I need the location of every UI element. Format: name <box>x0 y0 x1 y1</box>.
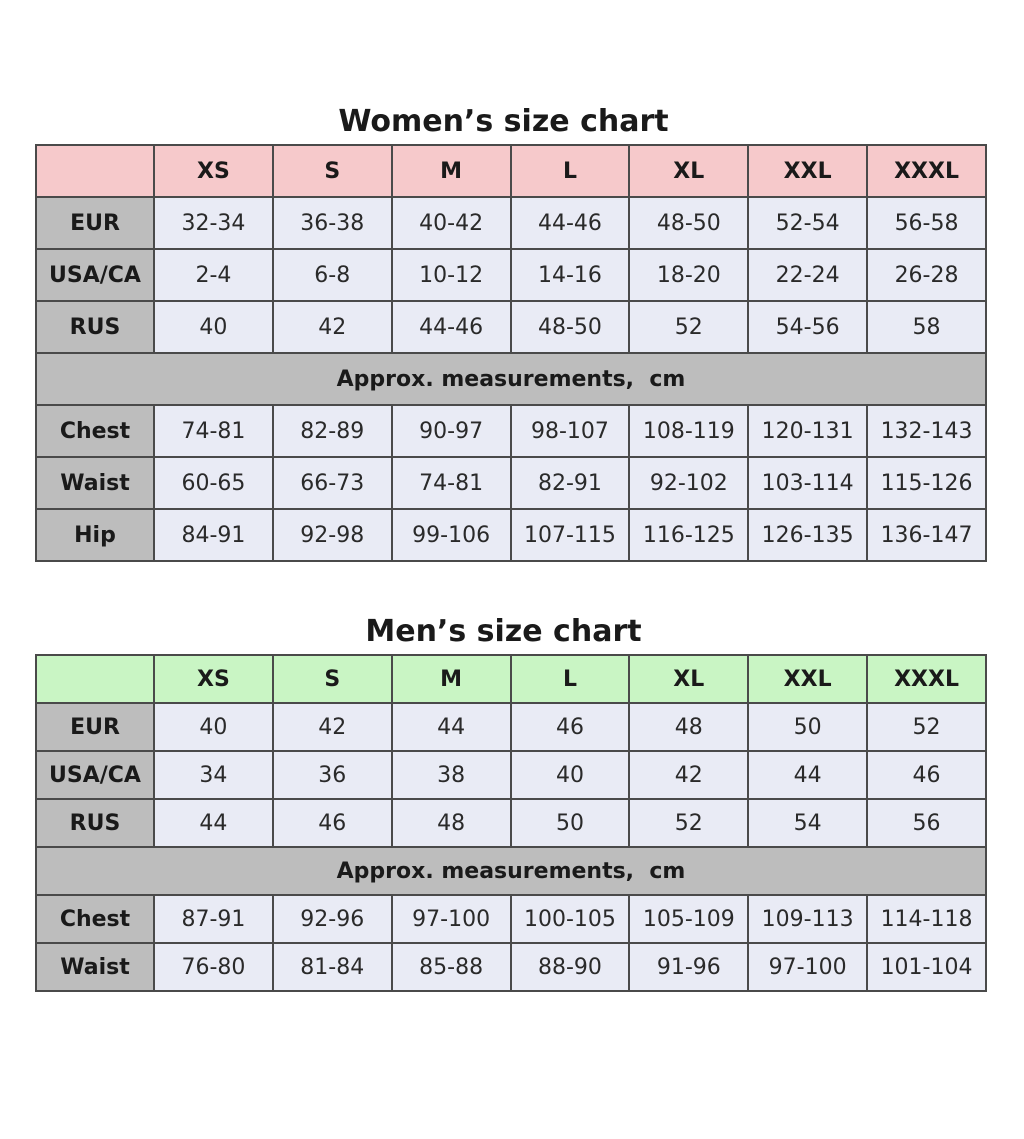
men-cell: 91-96 <box>629 943 748 991</box>
men-section-row <box>36 847 986 895</box>
men-cell: 36 <box>273 751 392 799</box>
men-row-waist <box>36 943 986 991</box>
women-row-label: RUS <box>36 301 154 353</box>
men-cell: 100-105 <box>511 895 630 943</box>
men-cell: 109-113 <box>748 895 867 943</box>
women-row-waist <box>36 457 986 509</box>
men-cell: 46 <box>867 751 986 799</box>
women-cell: 74-81 <box>392 457 511 509</box>
men-row-chest <box>36 895 986 943</box>
women-row-label: Waist <box>36 457 154 509</box>
women-row-label: Hip <box>36 509 154 561</box>
men-cell: 87-91 <box>154 895 273 943</box>
women-header-row <box>36 145 986 197</box>
women-row-chest <box>36 405 986 457</box>
men-cell: 38 <box>392 751 511 799</box>
men-cell: 114-118 <box>867 895 986 943</box>
women-cell: 14-16 <box>511 249 630 301</box>
women-cell: 107-115 <box>511 509 630 561</box>
men-cell: 44 <box>392 703 511 751</box>
women-size-header: S <box>273 145 392 197</box>
women-cell: 6-8 <box>273 249 392 301</box>
men-cell: 52 <box>867 703 986 751</box>
women-size-header: M <box>392 145 511 197</box>
women-cell: 48-50 <box>511 301 630 353</box>
women-size-header: XL <box>629 145 748 197</box>
men-row-label: RUS <box>36 799 154 847</box>
women-cell: 126-135 <box>748 509 867 561</box>
women-size-table <box>35 144 987 562</box>
women-cell: 40-42 <box>392 197 511 249</box>
men-cell: 54 <box>748 799 867 847</box>
women-section-row <box>36 353 986 405</box>
men-cell: 42 <box>273 703 392 751</box>
women-cell: 115-126 <box>867 457 986 509</box>
men-row-label: Waist <box>36 943 154 991</box>
men-row-usaca <box>36 751 986 799</box>
men-row-rus <box>36 799 986 847</box>
men-cell: 85-88 <box>392 943 511 991</box>
men-header-corner <box>36 655 154 703</box>
women-cell: 136-147 <box>867 509 986 561</box>
men-cell: 92-96 <box>273 895 392 943</box>
men-cell: 88-90 <box>511 943 630 991</box>
women-cell: 18-20 <box>629 249 748 301</box>
women-cell: 84-91 <box>154 509 273 561</box>
men-cell: 81-84 <box>273 943 392 991</box>
women-size-header: XXXL <box>867 145 986 197</box>
women-cell: 92-102 <box>629 457 748 509</box>
men-row-label: USA/CA <box>36 751 154 799</box>
men-cell: 48 <box>392 799 511 847</box>
women-cell: 52-54 <box>748 197 867 249</box>
women-cell: 98-107 <box>511 405 630 457</box>
women-cell: 56-58 <box>867 197 986 249</box>
men-cell: 97-100 <box>748 943 867 991</box>
women-cell: 54-56 <box>748 301 867 353</box>
women-cell: 58 <box>867 301 986 353</box>
women-cell: 52 <box>629 301 748 353</box>
women-cell: 116-125 <box>629 509 748 561</box>
men-cell: 46 <box>511 703 630 751</box>
men-size-header: XS <box>154 655 273 703</box>
women-cell: 36-38 <box>273 197 392 249</box>
men-chart-title: Men’s size chart <box>365 614 642 649</box>
women-cell: 90-97 <box>392 405 511 457</box>
women-cell: 74-81 <box>154 405 273 457</box>
women-cell: 108-119 <box>629 405 748 457</box>
women-size-chart <box>35 100 987 562</box>
men-section-label: Approx. measurements, cm <box>36 847 986 895</box>
men-size-header: XL <box>629 655 748 703</box>
women-size-header: XS <box>154 145 273 197</box>
women-cell: 82-89 <box>273 405 392 457</box>
women-cell: 82-91 <box>511 457 630 509</box>
women-cell: 103-114 <box>748 457 867 509</box>
women-size-header: L <box>511 145 630 197</box>
women-row-usaca <box>36 249 986 301</box>
women-size-header: XXL <box>748 145 867 197</box>
men-size-header: S <box>273 655 392 703</box>
men-cell: 46 <box>273 799 392 847</box>
men-cell: 105-109 <box>629 895 748 943</box>
men-cell: 40 <box>154 703 273 751</box>
women-row-eur <box>36 197 986 249</box>
women-cell: 42 <box>273 301 392 353</box>
men-cell: 44 <box>154 799 273 847</box>
men-cell: 101-104 <box>867 943 986 991</box>
men-cell: 42 <box>629 751 748 799</box>
women-cell: 120-131 <box>748 405 867 457</box>
women-cell: 60-65 <box>154 457 273 509</box>
men-size-table <box>35 654 987 992</box>
men-row-label: Chest <box>36 895 154 943</box>
men-header-row <box>36 655 986 703</box>
men-row-label: EUR <box>36 703 154 751</box>
women-header-corner <box>36 145 154 197</box>
women-cell: 10-12 <box>392 249 511 301</box>
men-cell: 97-100 <box>392 895 511 943</box>
women-cell: 92-98 <box>273 509 392 561</box>
women-cell: 26-28 <box>867 249 986 301</box>
women-cell: 44-46 <box>511 197 630 249</box>
women-cell: 66-73 <box>273 457 392 509</box>
women-cell: 48-50 <box>629 197 748 249</box>
women-cell: 2-4 <box>154 249 273 301</box>
women-cell: 22-24 <box>748 249 867 301</box>
men-row-eur <box>36 703 986 751</box>
men-cell: 56 <box>867 799 986 847</box>
men-size-chart <box>35 610 987 992</box>
women-chart-title: Women’s size chart <box>338 104 669 139</box>
women-row-label: EUR <box>36 197 154 249</box>
men-cell: 50 <box>511 799 630 847</box>
men-cell: 44 <box>748 751 867 799</box>
women-section-label: Approx. measurements, cm <box>36 353 986 405</box>
women-cell: 99-106 <box>392 509 511 561</box>
women-cell: 32-34 <box>154 197 273 249</box>
men-cell: 52 <box>629 799 748 847</box>
men-size-header: XXL <box>748 655 867 703</box>
men-size-header: M <box>392 655 511 703</box>
women-row-label: USA/CA <box>36 249 154 301</box>
women-row-label: Chest <box>36 405 154 457</box>
men-cell: 50 <box>748 703 867 751</box>
women-row-rus <box>36 301 986 353</box>
men-size-header: L <box>511 655 630 703</box>
men-cell: 76-80 <box>154 943 273 991</box>
men-size-header: XXXL <box>867 655 986 703</box>
women-row-hip <box>36 509 986 561</box>
men-cell: 34 <box>154 751 273 799</box>
women-cell: 44-46 <box>392 301 511 353</box>
women-cell: 132-143 <box>867 405 986 457</box>
men-cell: 40 <box>511 751 630 799</box>
men-cell: 48 <box>629 703 748 751</box>
women-cell: 40 <box>154 301 273 353</box>
